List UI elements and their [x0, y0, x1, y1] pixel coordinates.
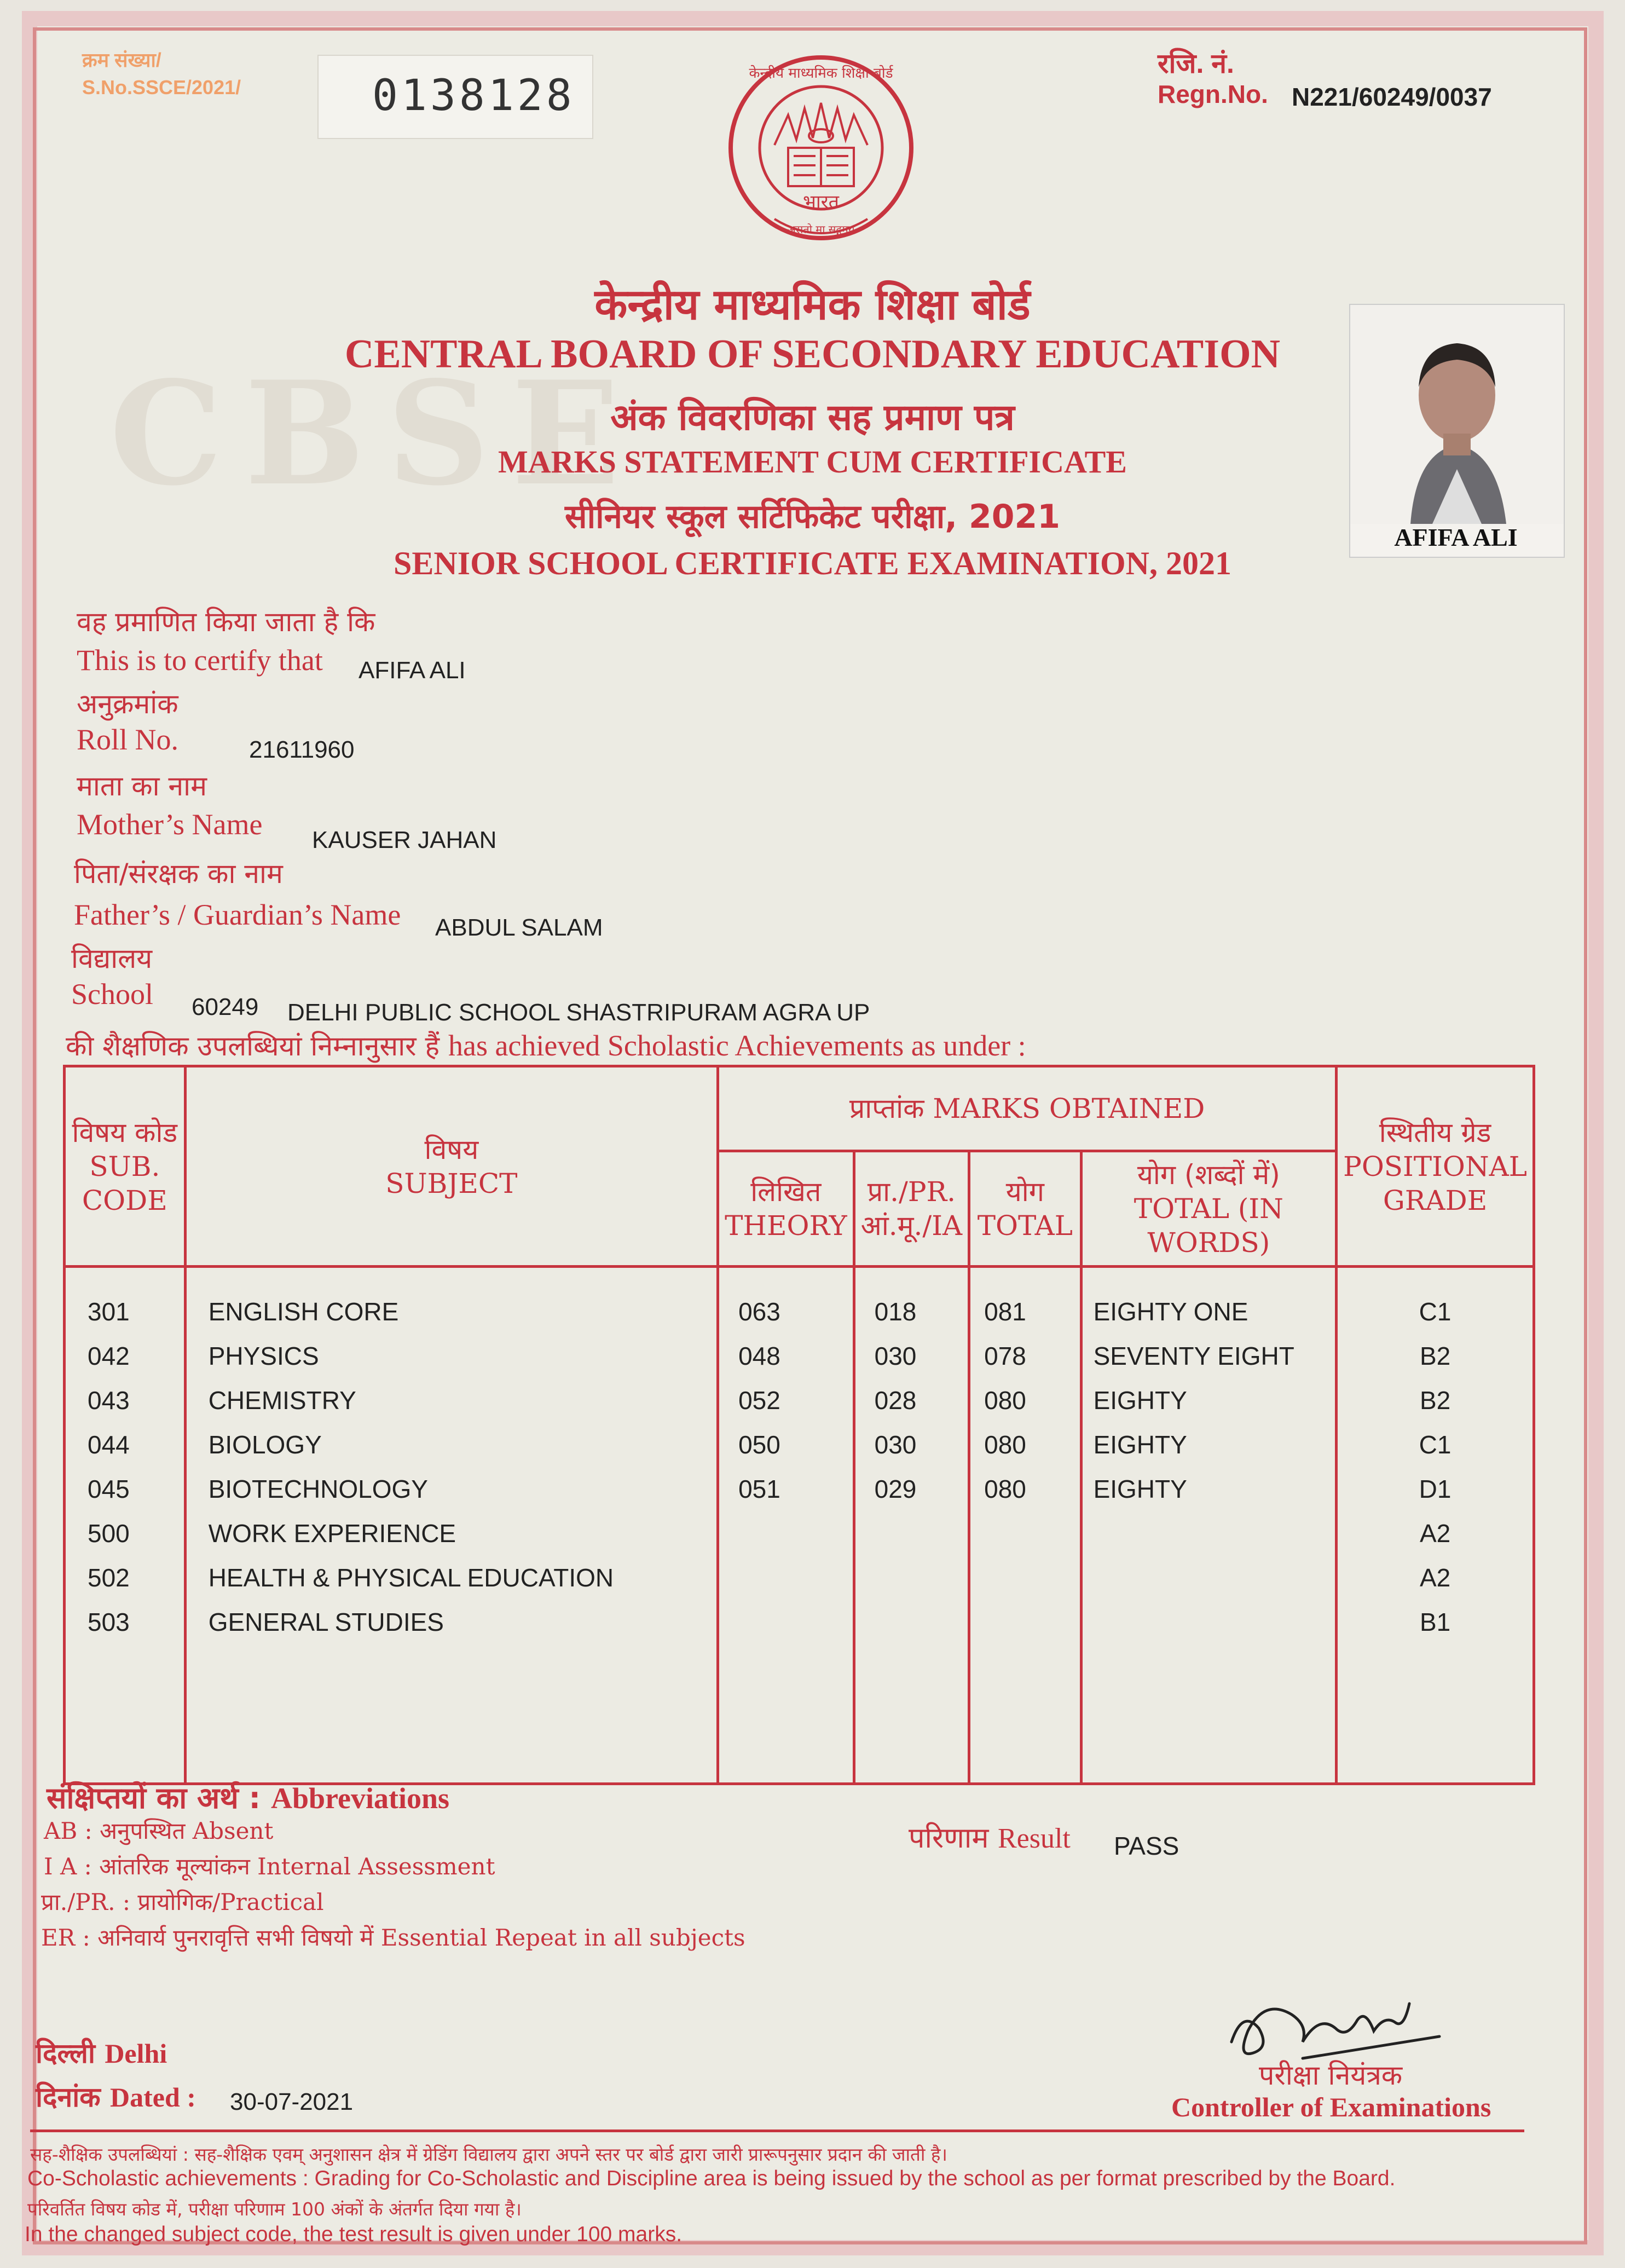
cell-code: 502: [88, 1563, 130, 1592]
abbr-title: संक्षिप्तयों का अर्थ : Abbreviations: [47, 1781, 450, 1815]
father-en: Father’s / Guardian’s Name: [74, 898, 401, 931]
col-subjects: [185, 1267, 718, 1784]
col-grades: [1337, 1267, 1534, 1784]
certify-en: This is to certify that: [77, 644, 323, 677]
certify-hi: वह प्रमाणित किया जाता है कि: [77, 606, 375, 638]
cell-theory: [738, 1600, 853, 1644]
roll-number: 21611960: [249, 736, 355, 763]
cell-subject: WORK EXPERIENCE: [208, 1519, 456, 1548]
roll-hi: अनुक्रमांक: [77, 688, 178, 720]
cell-theory: [738, 1511, 853, 1556]
controller-hi: परीक्षा नियंत्रक: [1259, 2059, 1403, 2091]
cell-grade: B2: [1419, 1386, 1451, 1415]
cell-total: [984, 1511, 1079, 1556]
roll-en: Roll No.: [77, 723, 179, 756]
cell-grade: B1: [1419, 1608, 1451, 1636]
school-en: School: [71, 978, 154, 1011]
header-theory: लिखित THEORY: [718, 1151, 854, 1267]
cell-pr: [875, 1556, 968, 1600]
cell-code: 044: [88, 1430, 130, 1459]
doc-title-en: MARKS STATEMENT CUM CERTIFICATE: [498, 444, 1127, 480]
cell-grade: C1: [1419, 1430, 1451, 1459]
cell-subject: HEALTH & PHYSICAL EDUCATION: [208, 1563, 614, 1592]
header-marks-obtained: प्राप्तांक MARKS OBTAINED: [718, 1066, 1337, 1151]
school-code: 60249: [192, 994, 259, 1020]
cell-code: 045: [88, 1475, 130, 1503]
svg-text:भारत: भारत: [803, 191, 839, 213]
cell-total: 080: [984, 1430, 1026, 1459]
serial-label: क्रम संख्या/ S.No.SSCE/2021/: [82, 49, 241, 99]
cell-words: EIGHTY: [1093, 1430, 1187, 1459]
cell-words: SEVENTY EIGHT: [1093, 1342, 1294, 1370]
cell-theory: [738, 1556, 853, 1600]
col-theory: [718, 1267, 854, 1784]
cell-subject: PHYSICS: [208, 1342, 319, 1370]
mother-hi: माता का नाम: [77, 770, 207, 802]
cell-total: 080: [984, 1386, 1026, 1415]
cell-theory: 050: [738, 1430, 780, 1459]
school-hi: विद्यालय: [71, 943, 153, 974]
cell-grade: B2: [1419, 1342, 1451, 1370]
header-practical: प्रा./PR. आं.मू./IA: [854, 1151, 969, 1267]
mother-en: Mother’s Name: [77, 808, 263, 841]
student-name: AFIFA ALI: [358, 657, 466, 684]
exam-title-hi: सीनियर स्कूल सर्टिफिकेट परीक्षा, 2021: [565, 498, 1060, 536]
father-hi: पिता/संरक्षक का नाम: [74, 858, 283, 890]
cell-total: 081: [984, 1297, 1026, 1326]
cell-grade: C1: [1419, 1297, 1451, 1326]
table-body: [65, 1267, 1534, 1784]
cell-grade: D1: [1419, 1475, 1451, 1503]
student-photo: [1349, 304, 1565, 558]
serial-number: 0138128: [372, 71, 575, 120]
cell-grade: A2: [1419, 1563, 1451, 1592]
abbr-er: ER : अनिवार्य पुनरावृत्ति सभी विषयो में Essential Repeat in all subjects: [41, 1924, 745, 1951]
regn-number: N221/60249/0037: [1292, 83, 1492, 111]
table-header-row-1: [65, 1066, 1534, 1151]
cell-total: [984, 1556, 1079, 1600]
note1-en: Co-Scholastic achievements : Grading for Co-Scholastic and Discipline area is being issued by the school as per format prescribed by the Board.: [27, 2167, 1396, 2190]
cell-pr: [875, 1600, 968, 1644]
col-practical: [854, 1267, 969, 1784]
dated-label: दिनांक Dated :: [36, 2081, 196, 2113]
cell-words: [1094, 1511, 1335, 1556]
header-total: योग TOTAL: [969, 1151, 1081, 1267]
regn-label-en: Regn.No.: [1158, 80, 1268, 108]
cell-total: [984, 1600, 1079, 1644]
cell-code: 500: [88, 1519, 130, 1548]
controller-en: Controller of Examinations: [1171, 2092, 1491, 2122]
cell-total: 078: [984, 1342, 1026, 1370]
cell-code: 042: [88, 1342, 130, 1370]
cell-theory: 052: [738, 1386, 780, 1415]
result-value: PASS: [1114, 1832, 1179, 1860]
cell-pr: 030: [874, 1342, 917, 1370]
cell-subject: GENERAL STUDIES: [208, 1608, 444, 1636]
place: दिल्ली Delhi: [36, 2038, 167, 2069]
achieved-line: की शैक्षणिक उपलब्धियां निम्नानुसार हैं has achieved Scholastic Achievements as under :: [66, 1029, 1026, 1062]
issue-date: 30-07-2021: [230, 2088, 354, 2115]
father-name: ABDUL SALAM: [435, 914, 603, 941]
cell-pr: [875, 1511, 968, 1556]
cell-pr: 018: [874, 1297, 917, 1326]
photo-caption: AFIFA ALI: [1394, 523, 1518, 551]
abbr-ia: I A : आंतरिक मूल्यांकन Internal Assessment: [44, 1853, 495, 1880]
board-title-en: CENTRAL BOARD OF SECONDARY EDUCATION: [344, 332, 1281, 377]
svg-text:केन्द्रीय माध्यमिक शिक्षा बोर्: केन्द्रीय माध्यमिक शिक्षा बोर्ड: [749, 65, 893, 82]
cell-words: EIGHTY ONE: [1093, 1297, 1248, 1326]
regn-label-hi: रजि. नं.: [1158, 48, 1234, 79]
cell-code: 503: [88, 1608, 130, 1636]
cell-code: 301: [88, 1297, 130, 1326]
board-title-hi: केन्द्रीय माध्यमिक शिक्षा बोर्ड: [594, 280, 1031, 330]
abbr-pr: प्रा./PR. : प्रायोगिक/Practical: [41, 1889, 324, 1915]
marks-table: [63, 1065, 1535, 1785]
abbr-ab: AB : अनुपस्थित Absent: [44, 1817, 274, 1844]
cell-subject: BIOTECHNOLOGY: [208, 1475, 428, 1503]
header-sub-code: विषय कोड SUB. CODE: [65, 1066, 186, 1267]
cell-subject: ENGLISH CORE: [208, 1297, 399, 1326]
school-name: DELHI PUBLIC SCHOOL SHASTRIPURAM AGRA UP: [287, 999, 870, 1026]
doc-title-hi: अंक विवरणिका सह प्रमाण पत्र: [610, 396, 1015, 438]
cell-words: EIGHTY: [1093, 1386, 1187, 1415]
note1-hi: सह-शैक्षिक उपलब्धियां : सह-शैक्षिक एवम् अनुशासन क्षेत्र में ग्रेडिंग विद्यालय द्वारा अपने स्तर पर बोर्ड द्वारा जारी प्रारूपनुसार प्रदान की जाती है।: [30, 2144, 947, 2165]
header-total-words: योग (शब्दों में) TOTAL (IN WORDS): [1081, 1151, 1337, 1267]
cell-pr: 029: [874, 1475, 917, 1503]
cell-theory: 063: [738, 1297, 780, 1326]
watermark: CBSE: [109, 350, 642, 517]
cell-pr: 030: [874, 1430, 917, 1459]
cell-subject: CHEMISTRY: [208, 1386, 356, 1415]
mother-name: KAUSER JAHAN: [312, 827, 497, 853]
cbse-emblem: [712, 44, 930, 263]
cell-theory: 048: [738, 1342, 780, 1370]
header-positional-grade: स्थितीय ग्रेड POSITIONAL GRADE: [1337, 1066, 1534, 1267]
cell-grade: A2: [1419, 1519, 1451, 1548]
note2-en: In the changed subject code, the test result is given under 100 marks.: [25, 2223, 683, 2246]
cell-words: EIGHTY: [1093, 1475, 1187, 1503]
result-label: परिणाम Result: [909, 1822, 1071, 1855]
cell-words: [1094, 1556, 1335, 1600]
cell-subject: BIOLOGY: [208, 1430, 322, 1459]
exam-title-en: SENIOR SCHOOL CERTIFICATE EXAMINATION, 2021: [394, 545, 1231, 581]
cell-theory: 051: [738, 1475, 780, 1503]
cell-pr: 028: [874, 1386, 917, 1415]
footer-divider: [30, 2130, 1524, 2132]
col-total: [969, 1267, 1081, 1784]
cell-words: [1094, 1600, 1335, 1644]
col-codes: [65, 1267, 186, 1784]
note2-hi: परिवर्तित विषय कोड में, परीक्षा परिणाम 100 अंकों के अंतर्गत दिया गया है।: [27, 2198, 522, 2220]
cell-total: 080: [984, 1475, 1026, 1503]
col-total-words: [1081, 1267, 1337, 1784]
header-subject: विषय SUBJECT: [185, 1066, 718, 1267]
cell-code: 043: [88, 1386, 130, 1415]
svg-text:असतो मा सद्गमय: असतो मा सद्गमय: [787, 223, 855, 236]
